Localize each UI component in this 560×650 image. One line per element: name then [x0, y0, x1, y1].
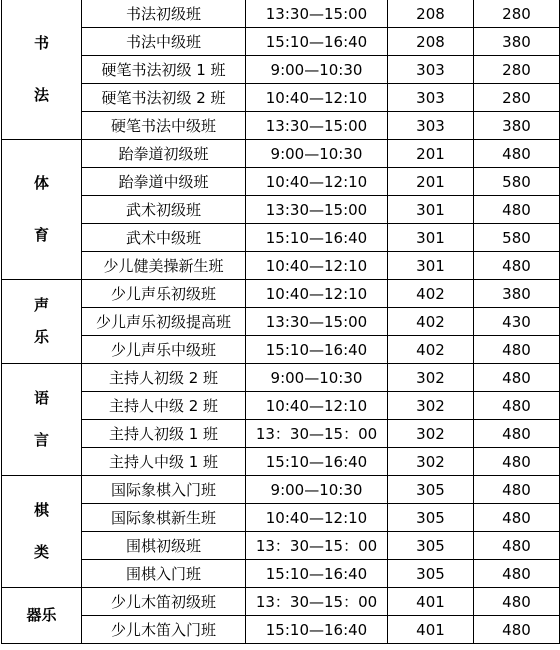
table-row [2, 140, 560, 168]
room-cell: 302 [388, 364, 474, 392]
fee-cell: 280 [474, 0, 560, 28]
table-row [2, 168, 560, 196]
course-name-cell: 少儿木笛入门班 [82, 616, 246, 644]
room-cell: 305 [388, 504, 474, 532]
fee-cell: 580 [474, 168, 560, 196]
category-cell [2, 280, 82, 364]
room-cell: 302 [388, 392, 474, 420]
fee-cell: 480 [474, 364, 560, 392]
course-name-cell: 围棋入门班 [82, 560, 246, 588]
fee-cell: 480 [474, 392, 560, 420]
fee-cell: 480 [474, 560, 560, 588]
room-cell: 402 [388, 280, 474, 308]
table-row [2, 476, 560, 504]
fee-cell: 480 [474, 504, 560, 532]
fee-cell: 480 [474, 420, 560, 448]
course-name-cell: 主持人初级 2 班 [82, 364, 246, 392]
fee-cell: 380 [474, 28, 560, 56]
room-cell: 305 [388, 560, 474, 588]
category-label: 器乐 [26, 606, 57, 624]
table-row [2, 252, 560, 280]
time-cell: 13:30—15:00 [246, 0, 388, 28]
course-name-cell: 主持人中级 1 班 [82, 448, 246, 476]
room-cell: 402 [388, 336, 474, 364]
table-row [2, 56, 560, 84]
course-name-cell: 书法中级班 [82, 28, 246, 56]
course-name-cell: 国际象棋入门班 [82, 476, 246, 504]
room-cell: 401 [388, 616, 474, 644]
fee-cell: 280 [474, 56, 560, 84]
category-cell [2, 140, 82, 280]
category-cell [2, 476, 82, 588]
category-label: 育 [33, 225, 49, 244]
room-cell: 305 [388, 476, 474, 504]
course-schedule-table [1, 0, 560, 644]
course-name-cell: 书法初级班 [82, 0, 246, 28]
room-cell: 303 [388, 56, 474, 84]
table-row [2, 504, 560, 532]
room-cell: 402 [388, 308, 474, 336]
room-cell: 305 [388, 532, 474, 560]
category-cell [2, 0, 82, 140]
fee-cell: 430 [474, 308, 560, 336]
table-row [2, 280, 560, 308]
fee-cell: 480 [474, 588, 560, 616]
room-cell: 303 [388, 112, 474, 140]
time-cell: 9:00—10:30 [246, 140, 388, 168]
table-row [2, 336, 560, 364]
fee-cell: 380 [474, 112, 560, 140]
time-cell: 10:40—12:10 [246, 392, 388, 420]
time-cell: 13:30—15:00 [246, 196, 388, 224]
time-cell: 13：30—15：00 [246, 532, 388, 560]
course-name-cell: 少儿木笛初级班 [82, 588, 246, 616]
time-cell: 15:10—16:40 [246, 448, 388, 476]
category-label: 体 [33, 174, 49, 193]
time-cell: 10:40—12:10 [246, 280, 388, 308]
course-name-cell: 少儿声乐初级班 [82, 280, 246, 308]
fee-cell: 480 [474, 476, 560, 504]
fee-cell: 480 [474, 532, 560, 560]
course-name-cell: 硬笔书法初级 2 班 [82, 84, 246, 112]
table-row [2, 28, 560, 56]
room-cell: 302 [388, 420, 474, 448]
room-cell: 301 [388, 252, 474, 280]
table-row [2, 0, 560, 28]
time-cell: 9:00—10:30 [246, 364, 388, 392]
room-cell: 201 [388, 168, 474, 196]
time-cell: 10:40—12:10 [246, 84, 388, 112]
course-name-cell: 硬笔书法初级 1 班 [82, 56, 246, 84]
course-name-cell: 武术中级班 [82, 224, 246, 252]
course-name-cell: 少儿健美操新生班 [82, 252, 246, 280]
table-row [2, 560, 560, 588]
room-cell: 208 [388, 0, 474, 28]
table-row [2, 616, 560, 644]
time-cell: 13:30—15:00 [246, 112, 388, 140]
fee-cell: 280 [474, 84, 560, 112]
course-name-cell: 跆拳道初级班 [82, 140, 246, 168]
course-name-cell: 主持人初级 1 班 [82, 420, 246, 448]
fee-cell: 480 [474, 196, 560, 224]
time-cell: 10:40—12:10 [246, 168, 388, 196]
course-name-cell: 少儿声乐中级班 [82, 336, 246, 364]
table-row [2, 364, 560, 392]
time-cell: 15:10—16:40 [246, 336, 388, 364]
fee-cell: 380 [474, 280, 560, 308]
fee-cell: 580 [474, 224, 560, 252]
course-name-cell: 国际象棋新生班 [82, 504, 246, 532]
room-cell: 301 [388, 196, 474, 224]
category-label: 言 [33, 431, 49, 449]
category-label: 类 [33, 543, 49, 561]
course-name-cell: 武术初级班 [82, 196, 246, 224]
room-cell: 401 [388, 588, 474, 616]
category-label: 书 [33, 34, 49, 53]
time-cell: 15:10—16:40 [246, 224, 388, 252]
room-cell: 302 [388, 448, 474, 476]
time-cell: 15:10—16:40 [246, 560, 388, 588]
time-cell: 13:30—15:00 [246, 308, 388, 336]
table-row [2, 224, 560, 252]
table-row [2, 112, 560, 140]
fee-cell: 480 [474, 336, 560, 364]
course-name-cell: 主持人中级 2 班 [82, 392, 246, 420]
time-cell: 13：30—15：00 [246, 588, 388, 616]
table-row [2, 420, 560, 448]
category-label: 棋 [33, 501, 49, 519]
table-row [2, 588, 560, 616]
fee-cell: 480 [474, 140, 560, 168]
fee-cell: 480 [474, 448, 560, 476]
category-label: 声 [33, 295, 49, 314]
category-cell [2, 364, 82, 476]
course-name-cell: 围棋初级班 [82, 532, 246, 560]
time-cell: 13：30—15：00 [246, 420, 388, 448]
category-cell [2, 588, 82, 644]
category-label: 法 [33, 85, 49, 104]
time-cell: 9:00—10:30 [246, 56, 388, 84]
course-name-cell: 跆拳道中级班 [82, 168, 246, 196]
table-row [2, 308, 560, 336]
table-row [2, 392, 560, 420]
table-row [2, 448, 560, 476]
table-row [2, 84, 560, 112]
course-name-cell: 少儿声乐初级提高班 [82, 308, 246, 336]
time-cell: 15:10—16:40 [246, 28, 388, 56]
time-cell: 9:00—10:30 [246, 476, 388, 504]
fee-cell: 480 [474, 252, 560, 280]
room-cell: 301 [388, 224, 474, 252]
fee-cell: 480 [474, 616, 560, 644]
table-row [2, 532, 560, 560]
room-cell: 208 [388, 28, 474, 56]
course-name-cell: 硬笔书法中级班 [82, 112, 246, 140]
time-cell: 10:40—12:10 [246, 252, 388, 280]
schedule-body [2, 0, 560, 644]
category-label: 乐 [33, 328, 49, 347]
table-row [2, 196, 560, 224]
time-cell: 10:40—12:10 [246, 504, 388, 532]
room-cell: 303 [388, 84, 474, 112]
category-label: 语 [33, 389, 49, 407]
time-cell: 15:10—16:40 [246, 616, 388, 644]
room-cell: 201 [388, 140, 474, 168]
